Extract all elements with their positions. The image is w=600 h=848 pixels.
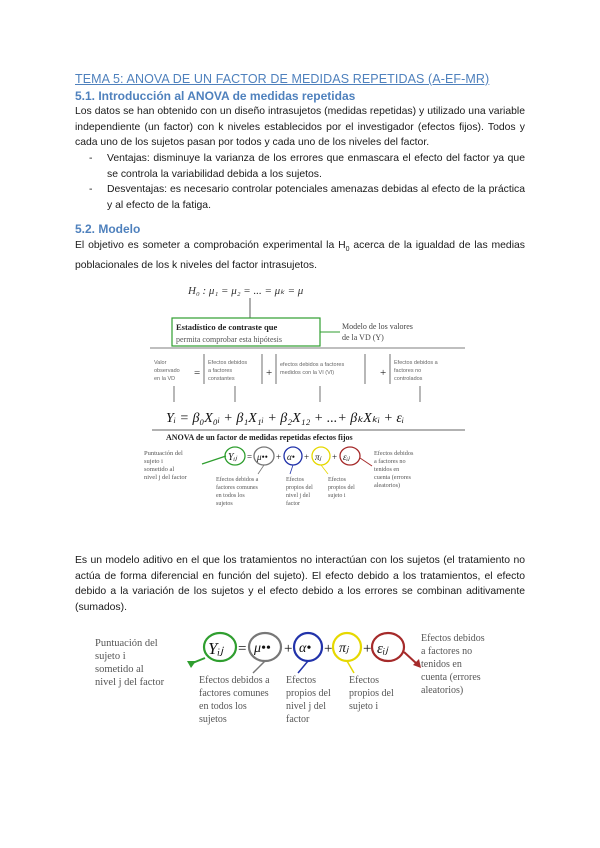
small-under-alpha-4: factor — [286, 501, 300, 507]
box-observed-1: Valor — [154, 360, 167, 366]
small-under-pi-1: Efectos — [328, 477, 346, 483]
plus-sign: + — [266, 367, 273, 379]
op: + — [332, 452, 338, 462]
under-mu-2: factores comunes — [199, 688, 269, 699]
small-under-pi-3: sujeto i — [328, 493, 346, 499]
small-under-mu-4: sujetos — [216, 501, 233, 507]
box-vi-1: efectos debidos a factores — [280, 362, 345, 368]
under-pi-3: sujeto i — [349, 701, 379, 712]
right-label-5: aleatorios) — [421, 685, 464, 696]
arrow — [290, 465, 293, 474]
under-mu-1: Efectos debidos a — [199, 675, 270, 686]
arrow — [258, 465, 264, 474]
small-under-mu-1: Efectos debidos a — [216, 477, 259, 483]
small-right-1: Efectos debidos — [374, 450, 414, 457]
subscript: 0 — [345, 246, 350, 254]
hypothesis-text: H₀ : μ₁ = μ₂ = ... = μₖ = μ — [188, 285, 304, 297]
small-left-label-4: nivel j del factor — [144, 474, 187, 481]
under-alpha-3: nivel j del — [286, 701, 326, 712]
small-under-alpha-3: nivel j del — [286, 493, 310, 499]
additive-model-figure — [95, 630, 505, 730]
small-left-label-2: sujeto i — [144, 458, 163, 465]
model-label-1: Modelo de los valores — [342, 322, 413, 331]
term-mu: μ•• — [254, 641, 271, 656]
regression-equation: Yᵢ = β₀X₀ᵢ + β₁X₁ᵢ + β₂X₁₂ + ...+ βₖXₖᵢ + εᵢ — [166, 411, 405, 426]
small-under-pi-2: propios del — [328, 485, 355, 491]
paragraph-part: acerca de la igualdad de las medias poblacionales de los k niveles del factor intrasujetos. — [75, 240, 525, 271]
left-label-2: sujeto i — [95, 651, 126, 662]
model-label-2: de la VD (Y) — [342, 333, 384, 342]
right-label-1: Efectos debidos — [421, 633, 485, 644]
term-alpha: α• — [299, 641, 312, 656]
left-label-3: sometido al — [95, 664, 144, 675]
box-random-2: factores no — [394, 368, 422, 374]
op: + — [284, 641, 293, 657]
under-alpha-4: factor — [286, 714, 310, 725]
left-label-1: Puntuación del — [95, 638, 158, 649]
arrow — [202, 456, 226, 464]
term-pi: πⱼ — [315, 452, 322, 462]
statistic-text-2: permita comprobar esta hipótesis — [176, 335, 282, 344]
small-left-label-3: sometido al — [144, 466, 175, 473]
bullet-list — [75, 151, 525, 213]
op: + — [304, 452, 310, 462]
equals-sign: = — [194, 367, 201, 379]
arrow — [360, 458, 372, 466]
box-constant-2: a factores — [208, 368, 233, 374]
section-1-paragraph: Los datos se han obtenido con un diseño intrasujetos (medidas repetidas) y utilizado una variable independiente (un factor) con k niveles establecidos por el investigador (efectos fijos). Todos y cada uno de los sujetos pasan por todos y cada uno de los niveles del factor. — [75, 106, 525, 149]
small-under-mu-2: factores comunes — [216, 485, 258, 491]
box-observed-2: observado — [154, 368, 180, 374]
arrow-head — [187, 661, 196, 668]
box-constant-1: Efectos debidos — [208, 360, 248, 366]
small-under-alpha-2: propios del — [286, 485, 313, 491]
section-2-paragraph-2: Es un modelo aditivo en el que los tratamientos no interactúan con los sujetos (el tratamiento no actúa de forma diferencial en función del sujeto). El efecto debido a los tratamientos, el efecto debido a la variación de los sujetos y el efecto debido a los errores se combinan aditivamente (sumados). — [75, 555, 525, 613]
arrow — [253, 661, 265, 673]
box-observed-3: en la VD — [154, 376, 176, 382]
under-mu-4: sujetos — [199, 714, 227, 725]
right-label-4: cuenta (errores — [421, 672, 481, 683]
box-random-1: Efectos debidos a — [394, 360, 438, 366]
bullet-text: Desventajas: es necesario controlar potenciales amenazas debidas al efecto de la práctica y al efecto de la fatiga. — [107, 184, 525, 211]
op: + — [363, 641, 372, 657]
box-constant-3: constantes — [208, 376, 235, 382]
box-random-3: controlados — [394, 376, 423, 382]
term-alpha: α• — [287, 452, 295, 462]
op: + — [324, 641, 333, 657]
small-model — [144, 447, 414, 507]
under-pi-2: propios del — [349, 688, 394, 699]
term-epsilon: εᵢⱼ — [377, 641, 388, 657]
small-right-3: tenidos en — [374, 466, 400, 473]
small-right-4: cuenta (errores — [374, 474, 411, 481]
term-mu: μ•• — [257, 452, 268, 462]
arrow — [321, 465, 328, 474]
section-2-paragraph — [75, 238, 525, 273]
paragraph-part: El objetivo es someter a comprobación experimental la H — [75, 240, 346, 251]
anova-label: ANOVA de un factor de medidas repetidas efectos fijos — [166, 433, 353, 442]
box-vi-2: medidos con la VI (VI) — [280, 370, 335, 376]
right-label-2: a factores no — [421, 646, 473, 657]
bullet-ventajas — [75, 151, 525, 182]
page-title: TEMA 5: ANOVA DE UN FACTOR DE MEDIDAS REPETIDAS (A-EF-MR) — [75, 72, 490, 86]
arrow — [298, 661, 308, 673]
small-under-alpha-1: Efectos — [286, 477, 304, 483]
plus-sign: + — [380, 367, 387, 379]
bullet-marker: - — [89, 184, 93, 196]
bullet-marker: - — [89, 153, 93, 164]
model-diagram-figure — [140, 280, 475, 525]
op: + — [276, 452, 282, 462]
arrow — [404, 652, 417, 664]
term-y: Yᵢⱼ — [228, 452, 237, 463]
bullet-desventajas — [75, 182, 525, 213]
section-1-heading: 5.1. Introducción al ANOVA de medidas repetidas — [75, 89, 356, 103]
op: = — [247, 452, 253, 462]
left-label-4: nivel j del factor — [95, 677, 165, 688]
under-pi-1: Efectos — [349, 675, 379, 686]
under-alpha-1: Efectos — [286, 675, 316, 686]
right-label-3: tenidos en — [421, 659, 462, 670]
bullet-text: Ventajas: disminuye la varianza de los errores que enmascara el efecto del factor ya que se controla la variabilidad debida a los sujetos. — [107, 153, 525, 180]
under-alpha-2: propios del — [286, 688, 331, 699]
under-mu-3: en todos los — [199, 701, 247, 712]
small-under-mu-3: en todos los — [216, 493, 245, 499]
small-right-2: a factores no — [374, 458, 406, 465]
op: = — [238, 641, 247, 657]
small-right-5: aleatorios) — [374, 482, 401, 489]
term-y: Yᵢⱼ — [208, 639, 224, 658]
section-2-heading: 5.2. Modelo — [75, 222, 141, 236]
term-epsilon: εᵢⱼ — [343, 452, 350, 462]
term-pi: πⱼ — [339, 641, 349, 656]
arrow — [347, 661, 354, 673]
statistic-text-1: Estadístico de contraste que — [176, 322, 278, 332]
small-left-label-1: Puntuación del — [144, 450, 183, 457]
